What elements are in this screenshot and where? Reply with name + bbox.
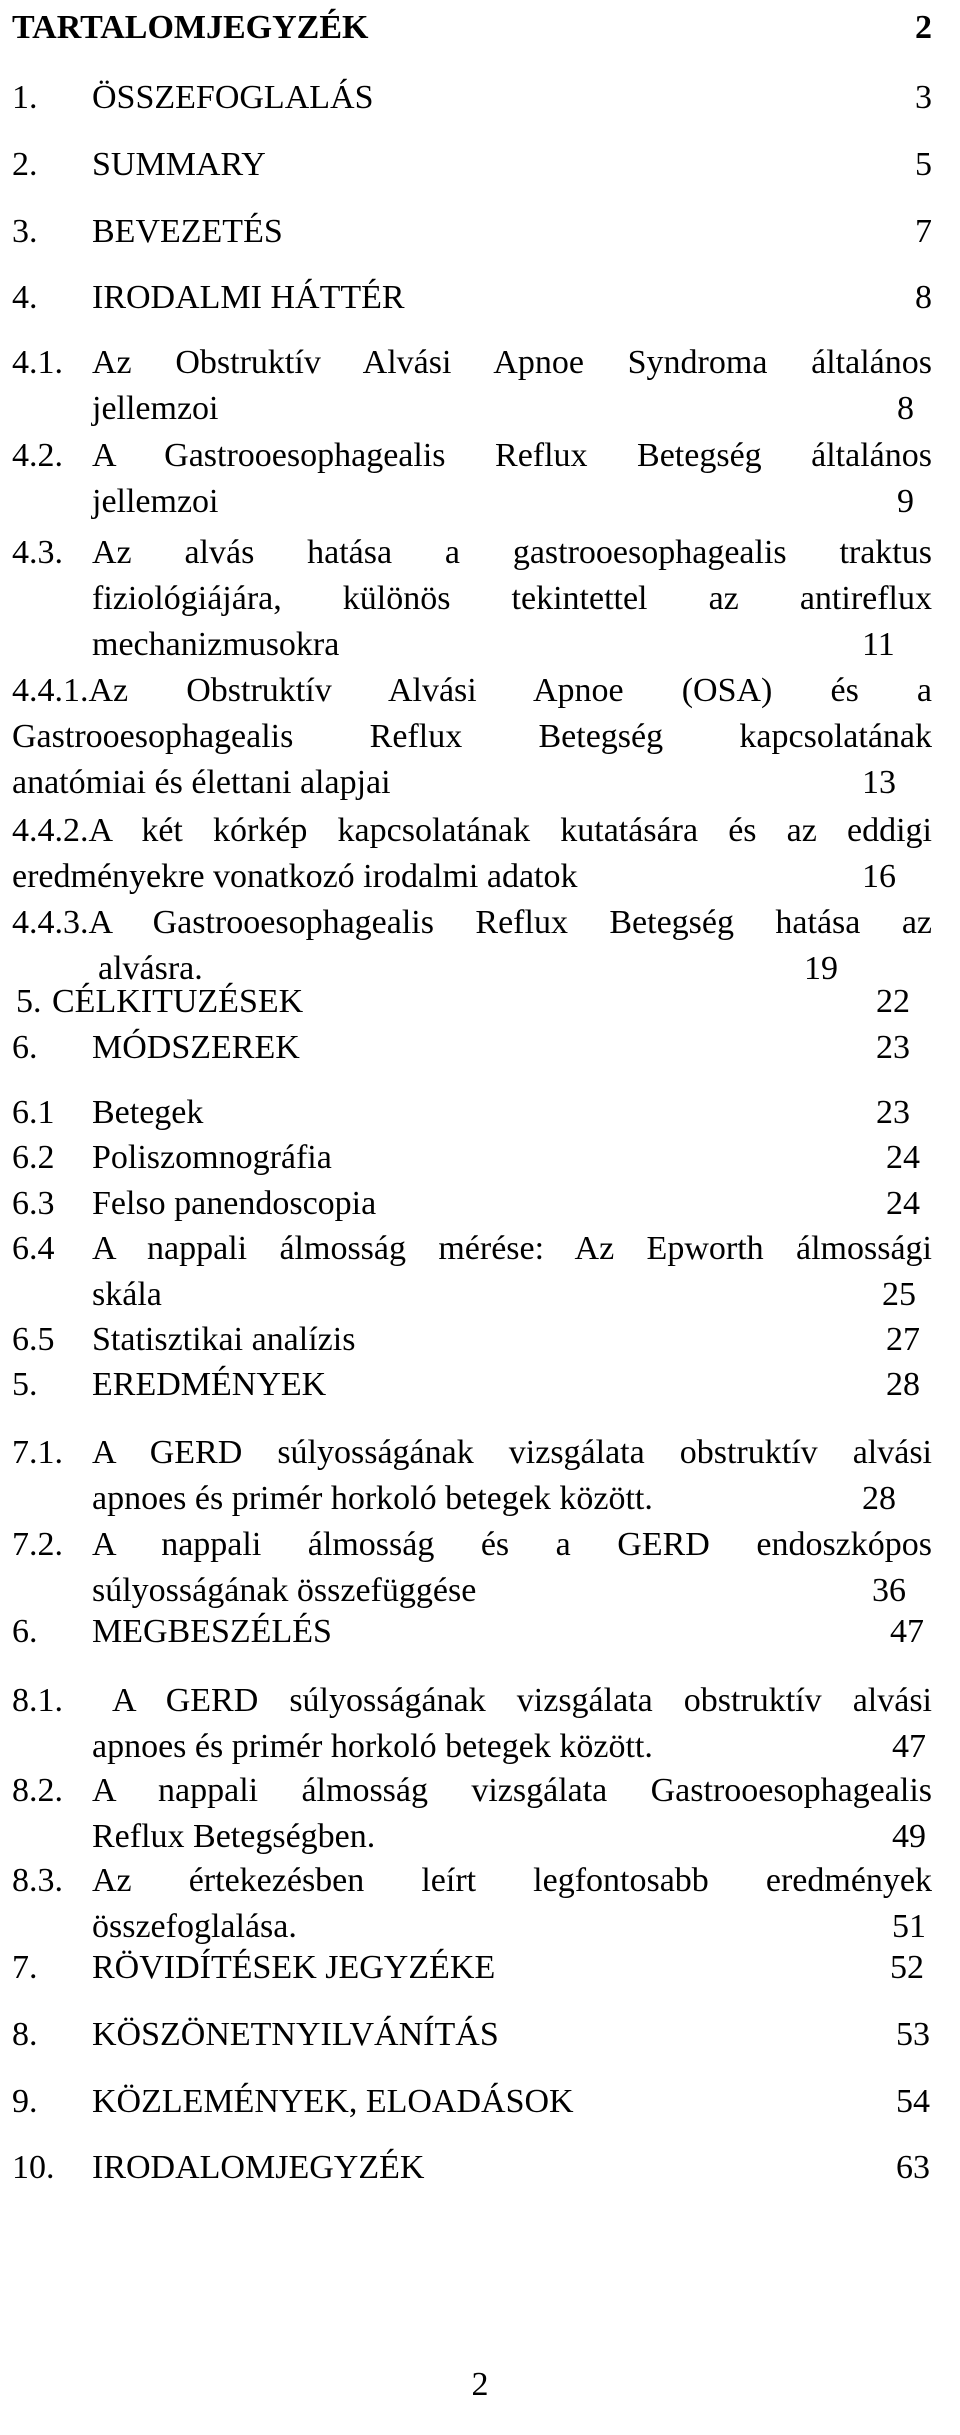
entry-page: 53	[896, 2016, 930, 2053]
entry-number: 5.	[16, 983, 42, 1020]
entry-page: 63	[896, 2149, 930, 2186]
toc-entry-6-5[interactable]	[12, 1320, 932, 1360]
entry-number: 6.	[12, 1029, 38, 1066]
toc-entry-4-4-3[interactable]	[12, 900, 932, 992]
entry-page: 24	[886, 1185, 920, 1222]
entry-number: 6.5	[12, 1321, 55, 1358]
entry-page: 52	[890, 1949, 924, 1986]
entry-title-line1: A két kórkép kapcsolatának kutatására és az eddigi	[88, 812, 932, 849]
entry-number: 8.1.	[12, 1682, 63, 1719]
entry-number: 6.2	[12, 1139, 55, 1176]
entry-title: A nappali álmosság vizsgálata Gastrooesophagealis	[92, 1772, 932, 1809]
entry-title-continued: Reflux Betegségben.	[92, 1818, 376, 1855]
entry-number: 8.	[12, 2016, 38, 2053]
entry-title: KÖZLEMÉNYEK, ELOADÁSOK	[92, 2083, 574, 2120]
entry-title: IRODALMI HÁTTÉR	[92, 279, 405, 316]
entry-title: MEGBESZÉLÉS	[92, 1613, 332, 1650]
entry-number: 4.2.	[12, 437, 63, 474]
entry-last-line	[92, 1814, 932, 1860]
entry-number: 4.4.2.	[12, 812, 89, 849]
entry-title: RÖVIDÍTÉSEK JEGYZÉKE	[92, 1949, 496, 1986]
entry-title: A nappali álmosság mérése: Az Epworth álmossági	[92, 1230, 932, 1267]
entry-last-line	[12, 854, 932, 900]
entry-title-line1: A Gastrooesophagealis Reflux Betegség hatása az	[88, 904, 932, 941]
toc-entry-8-3[interactable]	[12, 1858, 932, 1950]
toc-entry-bevezetes[interactable]	[12, 212, 932, 252]
toc-entry-osszefoglalas[interactable]	[12, 78, 932, 118]
entry-number: 6.4	[12, 1230, 55, 1267]
entry-page: 47	[890, 1613, 924, 1650]
entry-last-line	[92, 1272, 932, 1318]
entry-title	[12, 668, 932, 714]
entry-title	[12, 900, 932, 946]
entry-number: 4.3.	[12, 534, 63, 571]
entry-title-continued: eredményekre vonatkozó irodalmi adatok	[12, 858, 578, 895]
entry-title: Az értekezésben leírt legfontosabb eredmények	[92, 1862, 932, 1899]
entry-page: 3	[915, 79, 932, 116]
entry-title: A GERD súlyosságának vizsgálata obstruktív alvási	[92, 1434, 932, 1471]
toc-entry-7-1[interactable]	[12, 1430, 932, 1522]
toc-entry-modszerek[interactable]	[12, 1028, 932, 1068]
entry-page: 25	[882, 1276, 916, 1313]
entry-page: 49	[892, 1818, 926, 1855]
entry-title: Felso panendoscopia	[92, 1185, 377, 1222]
entry-title: KÖSZÖNETNYILVÁNÍTÁS	[92, 2016, 499, 2053]
toc-entry-eredmenyek[interactable]	[12, 1365, 932, 1405]
toc-entry-kozlemenyek[interactable]	[12, 2082, 932, 2122]
entry-title-continued: jellemzoi	[92, 483, 219, 520]
toc-entry-4-1[interactable]	[12, 340, 932, 432]
entry-title: Az alvás hatása a gastrooesophagealis traktus	[92, 534, 932, 571]
entry-title: Betegek	[92, 1094, 204, 1131]
entry-number: 4.4.3.	[12, 904, 89, 941]
entry-page: 27	[886, 1321, 920, 1358]
entry-page: 28	[862, 1480, 896, 1517]
entry-title: Statisztikai analízis	[92, 1321, 356, 1358]
entry-page: 11	[862, 626, 895, 663]
entry-number: 6.3	[12, 1185, 55, 1222]
footer-page-number: 2	[471, 2366, 489, 2403]
entry-last-line	[92, 1724, 932, 1770]
entry-title-continued: apnoes és primér horkoló betegek között.	[92, 1480, 653, 1517]
entry-last-line	[92, 1476, 932, 1522]
entry-page: 23	[876, 1094, 910, 1131]
entry-number: 4.	[12, 279, 38, 316]
entry-page: 8	[897, 390, 914, 427]
entry-title-continued: apnoes és primér horkoló betegek között.	[92, 1728, 653, 1765]
toc-entry-celkituzesek[interactable]	[12, 982, 932, 1022]
entry-page: 19	[804, 950, 838, 987]
entry-number: 9.	[12, 2083, 38, 2120]
entry-number: 4.4.1.	[12, 672, 89, 709]
entry-title: MÓDSZEREK	[92, 1029, 300, 1066]
entry-page: 36	[872, 1572, 906, 1609]
entry-title: CÉLKITUZÉSEK	[52, 983, 304, 1020]
entry-title-line2: fiziológiájára, különös tekintettel az antireflux	[92, 580, 932, 617]
toc-entry-7-2[interactable]	[12, 1522, 932, 1614]
entry-last-line	[12, 760, 932, 806]
entry-title: ÖSSZEFOGLALÁS	[92, 79, 374, 116]
entry-title: A nappali álmosság és a GERD endoszkópos	[92, 1526, 932, 1563]
entry-title-continued: jellemzoi	[92, 390, 219, 427]
entry-number: 3.	[12, 213, 38, 250]
entry-title: A GERD súlyosságának vizsgálata obstruktív alvási	[112, 1682, 932, 1719]
entry-title-line1: Az Obstruktív Alvási Apnoe (OSA) és a	[88, 672, 932, 709]
entry-number: 4.1.	[12, 344, 63, 381]
toc-entry-6-3[interactable]	[12, 1184, 932, 1224]
toc-entry-summary[interactable]	[12, 145, 932, 185]
entry-page: 13	[862, 764, 896, 801]
entry-number: 10.	[12, 2149, 55, 2186]
entry-page: 8	[915, 279, 932, 316]
entry-title: BEVEZETÉS	[92, 213, 283, 250]
entry-page: 16	[862, 858, 896, 895]
entry-page: 22	[876, 983, 910, 1020]
entry-page: 28	[886, 1366, 920, 1403]
toc-entry-8-2[interactable]	[12, 1768, 932, 1860]
toc-entry-4-3[interactable]	[12, 530, 932, 668]
toc-title-page: 2	[915, 9, 932, 46]
entry-page: 5	[915, 146, 932, 183]
entry-page: 23	[876, 1029, 910, 1066]
entry-title: A Gastrooesophagealis Reflux Betegség általános	[92, 437, 932, 474]
entry-number: 8.2.	[12, 1772, 63, 1809]
toc-entry-6-4[interactable]	[12, 1226, 932, 1318]
toc-entry-rovidítesek[interactable]	[12, 1948, 932, 1988]
entry-page: 9	[897, 483, 914, 520]
toc-entry-irodalomjegyzek[interactable]	[12, 2148, 932, 2188]
entry-last-line	[92, 386, 932, 432]
entry-number: 7.1.	[12, 1434, 63, 1471]
entry-number: 6.	[12, 1613, 38, 1650]
toc-entry-irodalmi-hatter[interactable]	[12, 278, 932, 318]
entry-title: Poliszomnográfia	[92, 1139, 332, 1176]
entry-page: 7	[915, 213, 932, 250]
entry-title-line2: Gastrooesophagealis Reflux Betegség kapcsolatának	[12, 718, 932, 755]
entry-title: SUMMARY	[92, 146, 266, 183]
entry-number: 1.	[12, 79, 38, 116]
toc-entry-6-1[interactable]	[12, 1093, 932, 1133]
entry-last-line	[92, 1904, 932, 1950]
toc-entry-4-2[interactable]	[12, 433, 932, 525]
entry-page: 54	[896, 2083, 930, 2120]
entry-last-line	[92, 622, 932, 668]
entry-number: 8.3.	[12, 1862, 63, 1899]
entry-number: 5.	[12, 1366, 38, 1403]
toc-entry-megbeszeles[interactable]	[12, 1612, 932, 1652]
entry-title-continued: skála	[92, 1276, 162, 1313]
entry-title-continued: alvásra.	[98, 950, 203, 987]
entry-title: EREDMÉNYEK	[92, 1366, 327, 1403]
entry-title	[12, 808, 932, 854]
toc-entry-4-4-1[interactable]	[12, 668, 932, 806]
entry-page: 47	[892, 1728, 926, 1765]
toc-title: TARTALOMJEGYZÉK	[12, 9, 369, 46]
entry-title-continued: súlyosságának összefüggése	[92, 1572, 477, 1609]
toc-entry-koszonetnyilvanitas[interactable]	[12, 2015, 932, 2055]
entry-last-line	[92, 479, 932, 525]
entry-page: 51	[892, 1908, 926, 1945]
entry-title-continued: összefoglalása.	[92, 1908, 297, 1945]
entry-title-continued: mechanizmusokra	[92, 626, 340, 663]
entry-number: 2.	[12, 146, 38, 183]
entry-title-continued: anatómiai és élettani alapjai	[12, 764, 391, 801]
entry-title: Az Obstruktív Alvási Apnoe Syndroma általános	[92, 344, 932, 381]
toc-entry-4-4-2[interactable]	[12, 808, 932, 900]
toc-entry-6-2[interactable]	[12, 1138, 932, 1178]
toc-entry-8-1[interactable]	[12, 1678, 932, 1770]
entry-number: 7.2.	[12, 1526, 63, 1563]
entry-page: 24	[886, 1139, 920, 1176]
entry-title: IRODALOMJEGYZÉK	[92, 2149, 425, 2186]
entry-last-line	[92, 1568, 932, 1614]
entry-number: 6.1	[12, 1094, 55, 1131]
entry-number: 7.	[12, 1949, 38, 1986]
